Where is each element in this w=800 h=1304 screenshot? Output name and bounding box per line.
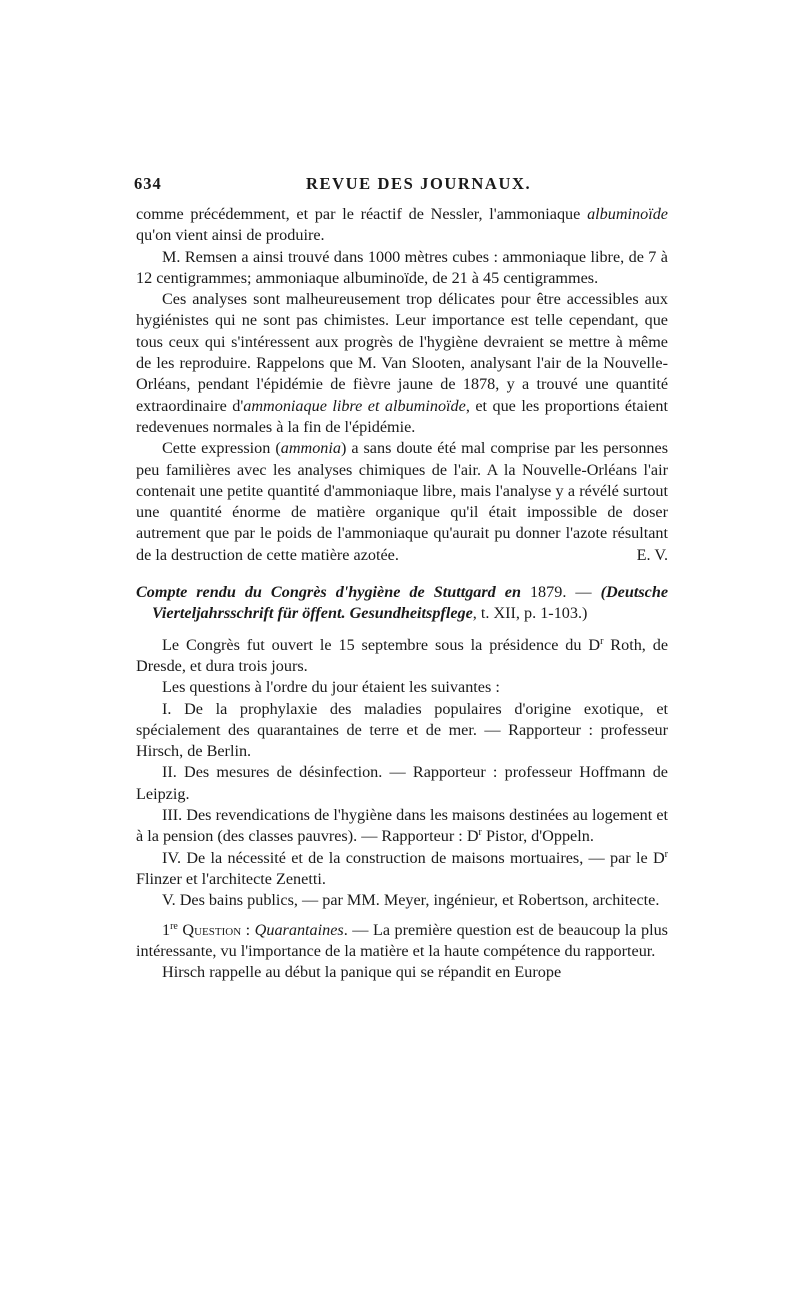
paragraph-remsen-results: M. Remsen a ainsi trouvé dans 1000 mètres cubes : ammoniaque libre, de 7 à 12 centigrammes; ammoniaque albuminoïde, de 21 à 45 centigrammes. [136,247,668,287]
running-title: REVUE DES JOURNAUX. [306,174,532,193]
paragraph-agenda-intro: Les questions à l'ordre du jour étaient les suivantes : [162,678,500,697]
paragraph-hirsch-intro: Hirsch rappelle au début la panique qui se répandit en Europe [162,963,562,982]
article-title: Compte rendu du Congrès d'hygiène de Stuttgard en 1879. — (Deutsche Vierteljahrsschrift für öffent. Gesundheitspflege, t. XII, p. 1-103.) [136,583,669,623]
page-header [136,172,668,204]
paragraph-congress-opening: Le Congrès fut ouvert le 15 septembre sous la présidence du $D^r$ Roth, de Dresde, et dura trois jours. [136,635,669,675]
agenda-item-3: III. Des revendications de l'hygiène dans les maisons destinées au logement et à la pension (des classes pauvres). — Rapporteur : $D^r$ Pistor, d'Oppeln. [136,806,668,846]
paragraph-continuation: comme précédemment, et par le réactif de Nessler, l'ammoniaque albuminoïde qu'on vient ainsi de produire. [136,205,668,245]
paragraph-ammonia-note: Cette expression (ammonia) a sans doute été mal comprise par les personnes peu familières avec les analyses chimiques de l'air. A la Nouvelle-Orléans l'air contenait une petite quantité d'ammoniaque libre, mais l'analyse y a révélé surtout une quantité énorme de matière organique qu'il était impossible de doser autrement que par le poids de l'ammoniaque qu'aurait pu donner l'azote résultant de la destruction de cette matière azotée. E. V. [136,438,668,566]
agenda-item-5: V. Des bains publics, — par MM. Meyer, ingénieur, et Robertson, architecte. [162,891,660,910]
agenda-item-4: IV. De la nécessité et de la construction de maisons mortuaires, — par le $D^r$ Flinzer et l'architecte Zenetti. [136,848,668,888]
paragraph-first-question: 1re Question : Quarantaines. — La première question est de beaucoup la plus intéressante, vu l'importance de la matière et la haute compétence du rapporteur. [136,920,668,960]
page-body [136,172,668,983]
page-number: 634 [134,174,162,193]
author-signature: E. V. [636,545,668,564]
paragraph-analyses-remark: Ces analyses sont malheureusement trop délicates pour être accessibles aux hygiénistes qui ne sont pas chimistes. Leur importance est telle cependant, que tous ceux qui s'intéressent aux progrès de l'hygiène devraient se mettre à même de les reproduire. Rappelons que M. Van Slooten, analysant l'air de la Nouvelle-Orléans, pendant l'épidémie de fièvre jaune de 1878, y a trouvé une quantité extraordinaire d'ammoniaque libre et albuminoïde, et que les proportions étaient redevenues normales à la fin de l'épidémie. [136,290,668,436]
agenda-item-1: I. De la prophylaxie des maladies populaires d'origine exotique, et spécialement des quarantaines de terre et de mer. — Rapporteur : professeur Hirsch, de Berlin. [136,699,668,761]
agenda-item-2: II. Des mesures de désinfection. — Rapporteur : professeur Hoffmann de Leipzig. [136,763,668,803]
